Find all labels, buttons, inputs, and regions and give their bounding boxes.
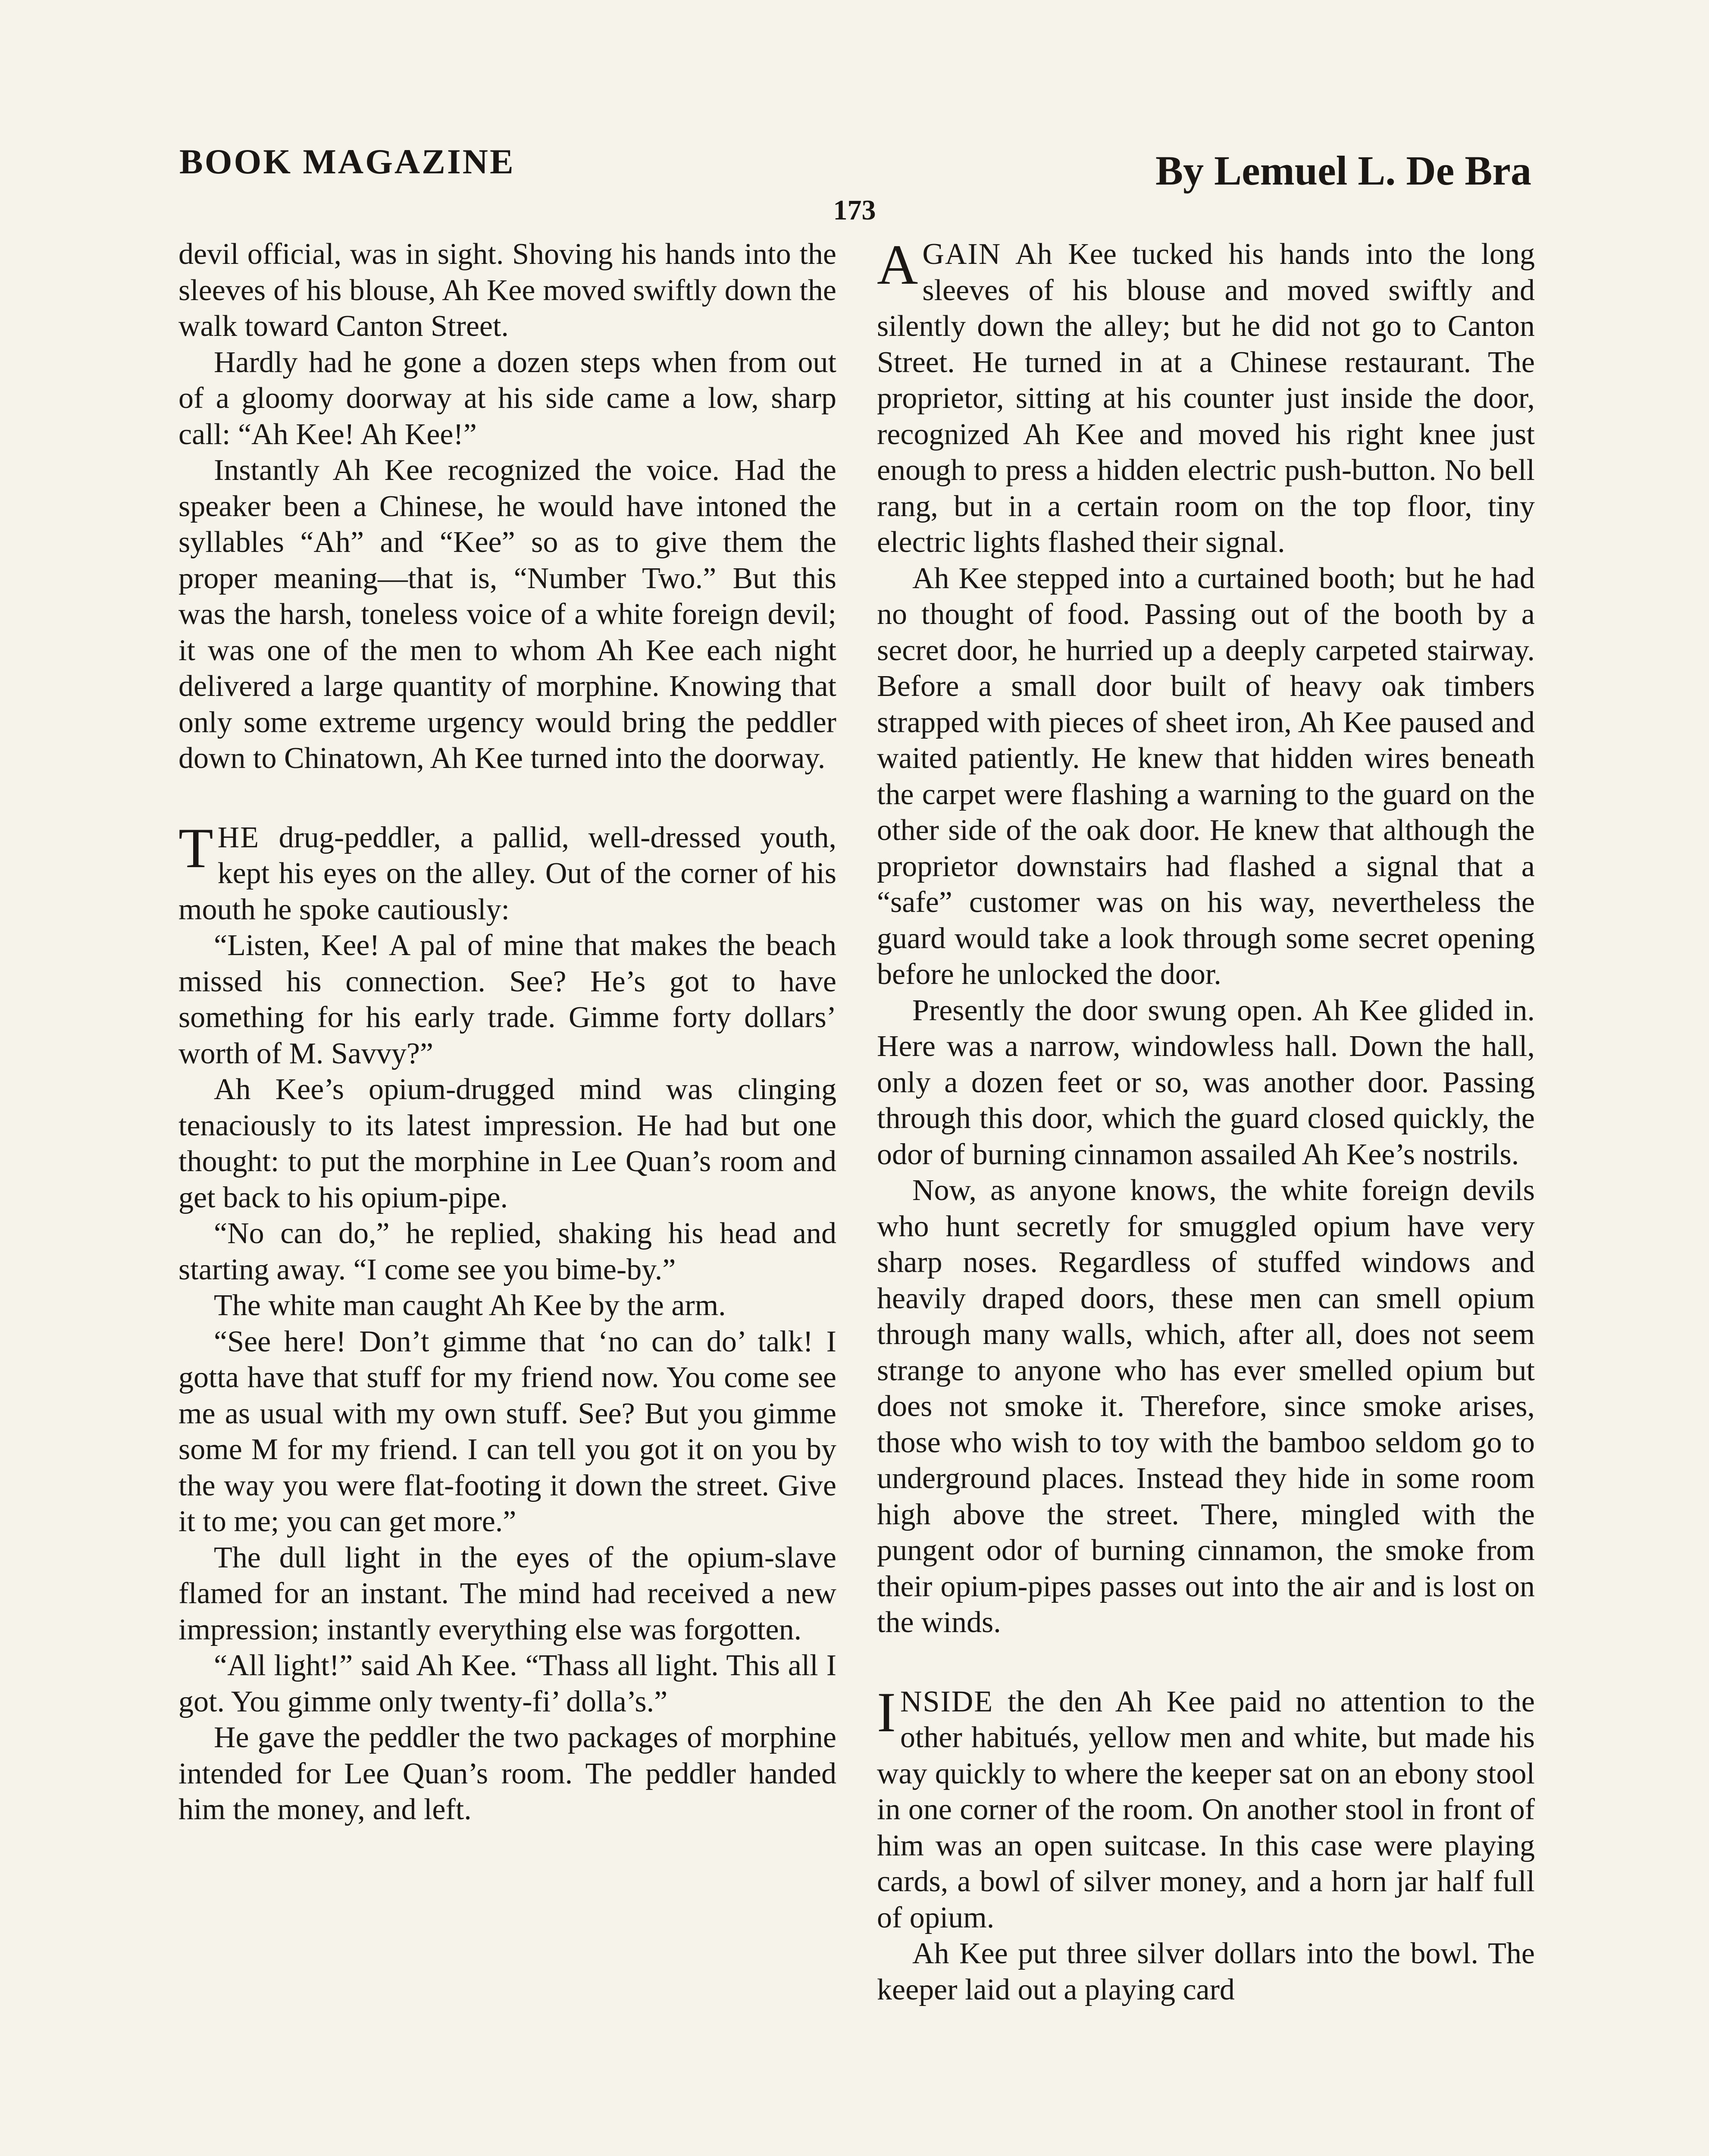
paragraph-text: devil official, was in sight. Shoving his hands into the sleeves of his blouse, Ah Kee moved swiftly down the walk toward Canton Street. [178,238,836,343]
paragraph [178,1720,836,1828]
left-column [178,236,836,1828]
paragraph [178,1540,836,1648]
section-opening-paragraph [178,816,836,928]
small-caps-lead: NSIDE [900,1685,994,1718]
paragraph [877,561,1535,993]
section-opening-paragraph [877,1680,1535,1936]
paragraph-text: Ah Kee stepped into a curtained booth; but he had no thought of food. Passing out of the booth by a secret door, he hurried up a deeply carpeted stairway. Before a small door built of heavy oak timbers strapped with pieces of sheet iron, Ah Kee paused and waited patiently. He knew that hidden wires beneath the carpet were flashing a warning to the guard on the other side of the oak door. He knew that although the proprietor downstairs had flashed a signal that a “safe” customer was on his way, nevertheless the guard would take a look through some secret opening before he unlocked the door. [877,561,1535,991]
paragraph [877,993,1535,1173]
paragraph-text: Ah Kee tucked his hands into the long sleeves of his blouse and moved swiftly and silently down the alley; but he did not go to Canton Street. He turned in at a Chinese restaurant. The proprietor, sitting at his counter just inside the door, recognized Ah Kee and moved his right knee just enough to press a hidden electric push-button. No bell rang, but in a certain room on the top floor, tiny electric lights flashed their signal. [877,238,1535,559]
drop-cap: I [877,1680,896,1744]
paragraph-text: The dull light in the eyes of the opium-slave flamed for an instant. The mind had received a new impression; instantly everything else was forgotten. [178,1541,836,1646]
paragraph-text: Hardly had he gone a dozen steps when from out of a gloomy doorway at his side came a low, sharp call: “Ah Kee! Ah Kee!” [178,345,836,451]
drop-cap: T [178,816,213,880]
paragraph-text: Now, as anyone knows, the white foreign devils who hunt secretly for smuggled opium have very sharp noses. Regardless of stuffed windows and heavily draped doors, these men can smell opium through many walls, which, after all, does not seem strange to anyone who has ever smelled opium but does not smoke it. Therefore, since smoke arises, those who wish to toy with the bamboo seldom go to underground places. Instead they hide in some room high above the street. There, mingled with the pungent odor of burning cinnamon, the smoke from their opium-pipes passes out into the air and is lost on the winds. [877,1174,1535,1639]
paragraph [178,236,836,345]
paragraph [178,452,836,777]
small-caps-lead: HE [217,821,260,854]
paragraph [178,1216,836,1288]
paragraph [178,1324,836,1540]
paragraph [178,1288,836,1324]
page-number: 173 [833,194,876,226]
author-byline: By Lemuel L. De Bra [1155,147,1531,194]
paragraph-text: Ah Kee’s opium-drugged mind was clinging tenaciously to its latest impression. He had but one thought: to put the morphine in Lee Quan’s room and get back to his opium-pipe. [178,1073,836,1214]
paragraph-text: He gave the peddler the two packages of morphine intended for Lee Quan’s room. The peddler handed him the money, and left. [178,1721,836,1826]
paragraph-text: “Listen, Kee! A pal of mine that makes the beach missed his connection. See? He’s got to have something for his early trade. Gimme forty dollars’ worth of M. Savvy?” [178,929,836,1070]
paragraph-text: “All light!” said Ah Kee. “Thass all light. This all I got. You gimme only twenty-fi’ dolla’s.” [178,1649,836,1718]
paragraph-text: “See here! Don’t gimme that ‘no can do’ talk! I gotta have that stuff for my friend now. You come see me as usual with my own stuff. See? But you gimme some M for my friend. I can tell you got it on you by the way you were flat-footing it down the street. Give it to me; you can get more.” [178,1325,836,1538]
paragraph-text: “No can do,” he replied, shaking his head and starting away. “I come see you bime-by.” [178,1217,836,1286]
paragraph-text: Presently the door swung open. Ah Kee glided in. Here was a narrow, windowless hall. Down the hall, only a dozen feet or so, was another door. Passing through this door, which the guard closed quickly, the odor of burning cinnamon assailed Ah Kee’s nostrils. [877,993,1535,1171]
paragraph [178,928,836,1072]
paragraph [178,345,836,453]
paragraph-text: drug-peddler, a pallid, well-dressed youth, kept his eyes on the alley. Out of the corner of his mouth he spoke cautiously: [178,821,836,926]
section-opening-paragraph [877,233,1535,561]
right-column [877,233,1535,2008]
paragraph-text: Instantly Ah Kee recognized the voice. Had the speaker been a Chinese, he would have intoned the syllables “Ah” and “Kee” so as to give them the proper meaning—that is, “Number Two.” But this was the harsh, toneless voice of a white foreign devil; it was one of the men to whom Ah Kee each night delivered a large quantity of morphine. Knowing that only some extreme urgency would bring the peddler down to Chinatown, Ah Kee turned into the doorway. [178,454,836,775]
small-caps-lead: GAIN [922,238,1002,271]
paragraph-text: The white man caught Ah Kee by the arm. [214,1289,726,1322]
drop-cap: A [877,233,918,296]
paragraph [877,1172,1535,1641]
paragraph-text: Ah Kee put three silver dollars into the bowl. The keeper laid out a playing card [877,1937,1535,2006]
paragraph [877,1936,1535,2008]
magazine-title: BOOK MAGAZINE [179,142,515,181]
paragraph [178,1072,836,1216]
paragraph [178,1648,836,1720]
paragraph-text: the den Ah Kee paid no attention to the other habitués, yellow men and white, but made his way quickly to where the keeper sat on an ebony stool in one corner of the room. On another stool in front of him was an open suitcase. In this case were playing cards, a bowl of silver money, and a horn jar half full of opium. [877,1685,1535,1934]
